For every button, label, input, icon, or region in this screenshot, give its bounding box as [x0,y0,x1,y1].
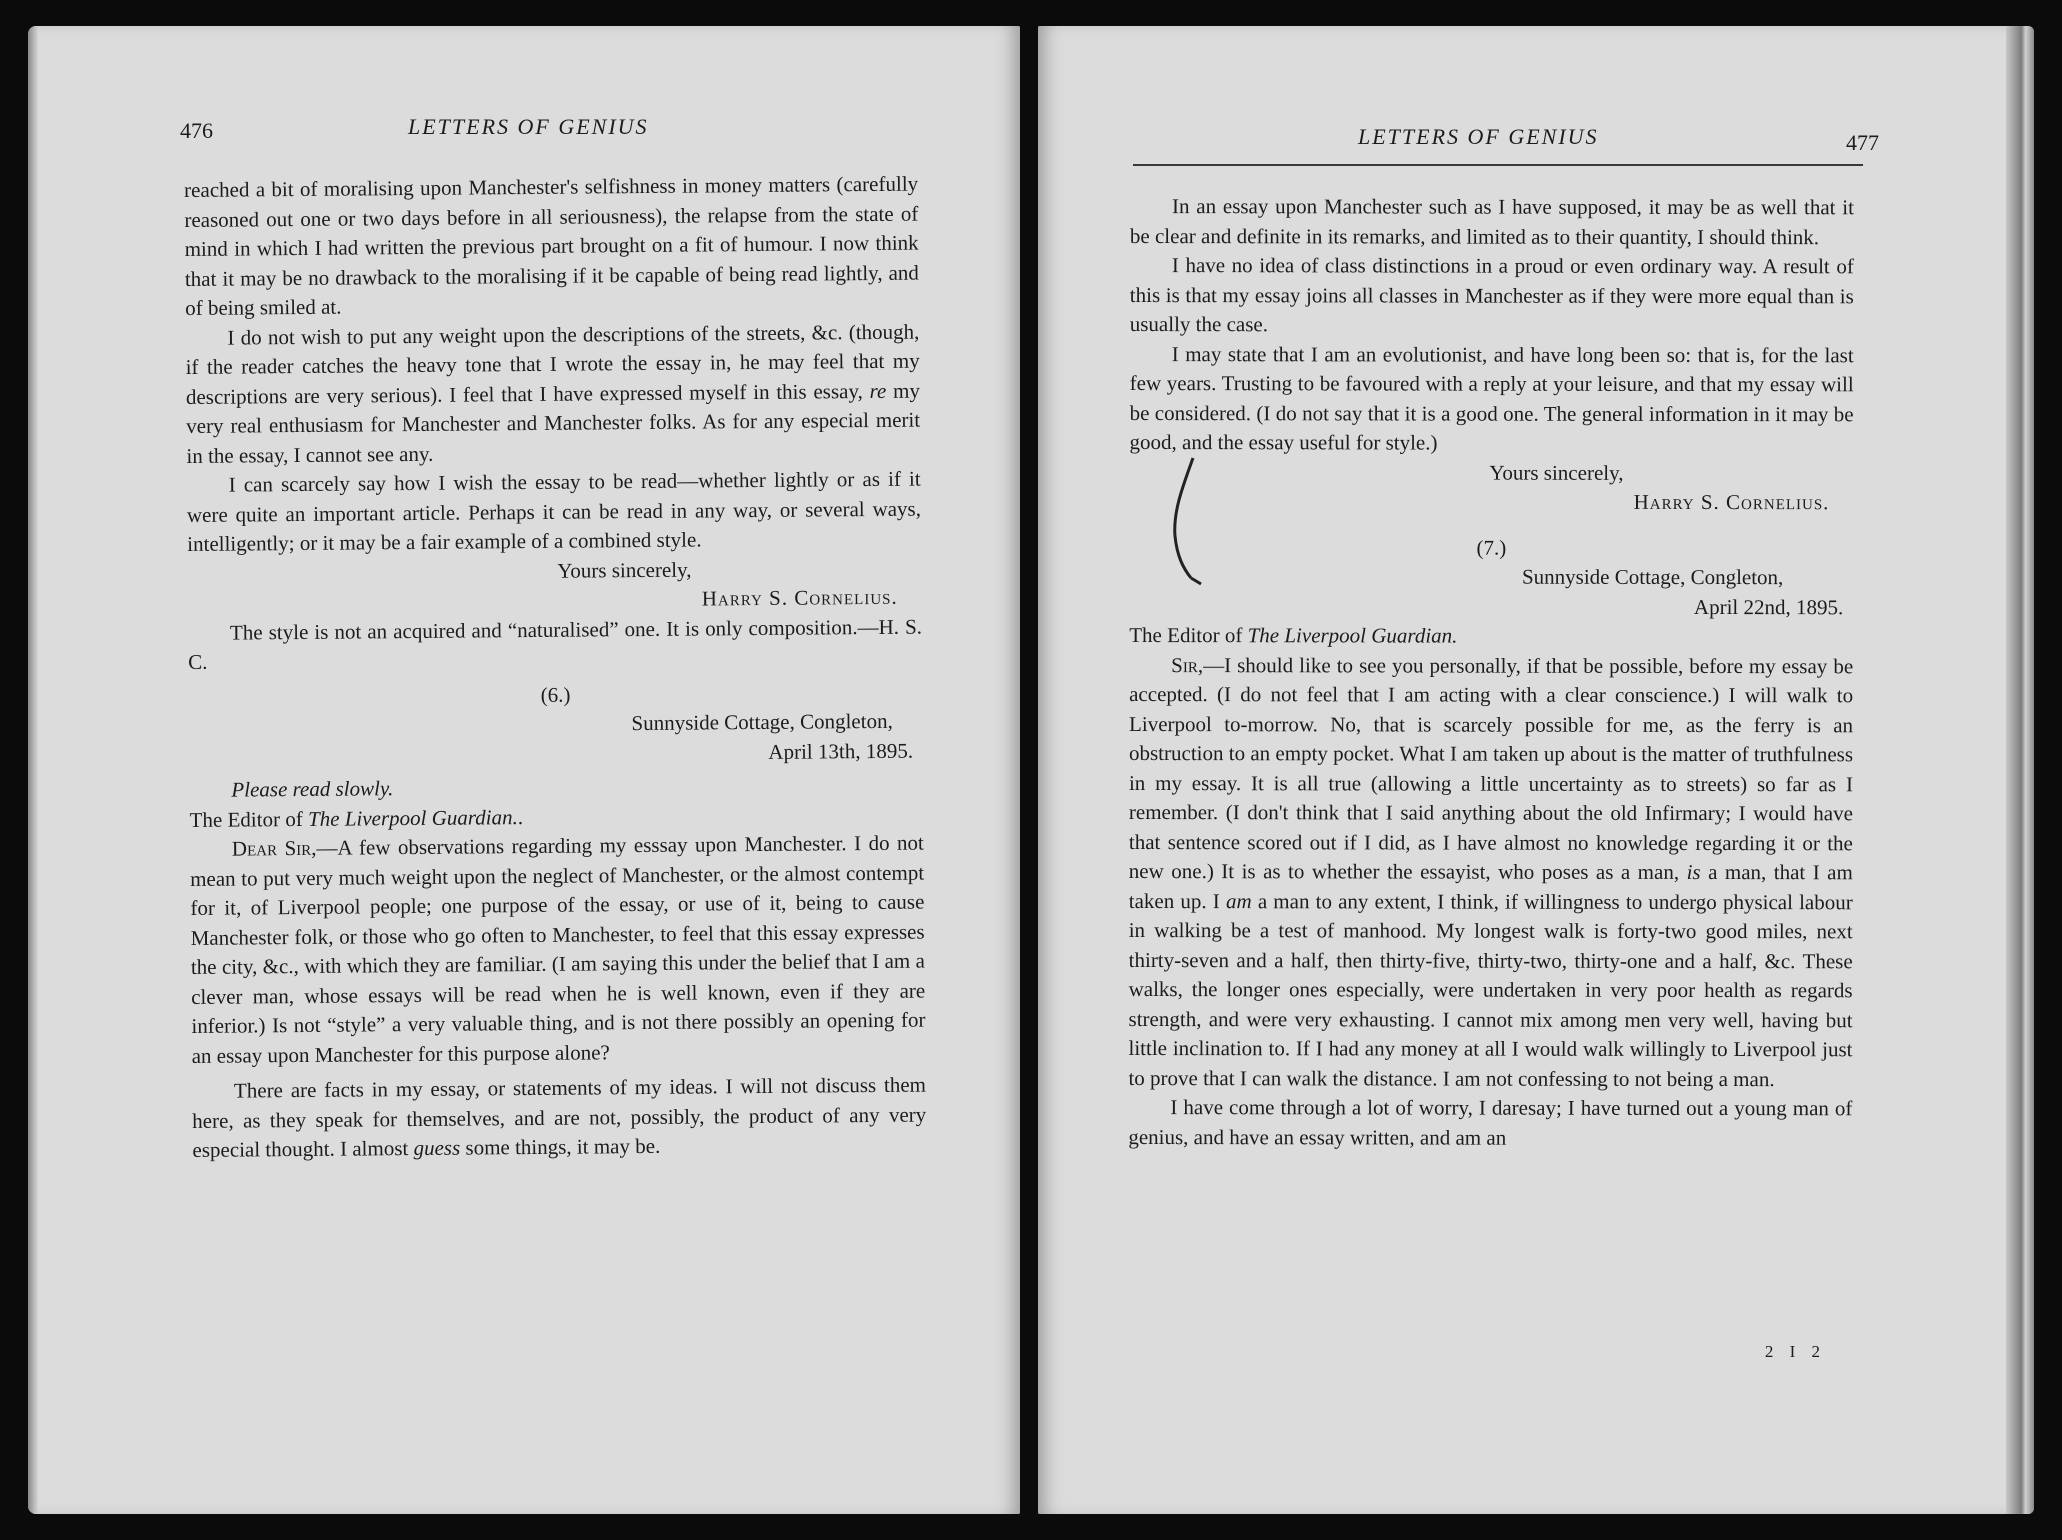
right-text-block [1128,192,1854,1153]
signature-mark: 2 I 2 [1764,1342,1826,1361]
closing [1129,457,1853,517]
addressee-prefix: The Editor of [189,806,303,832]
running-title: LETTERS OF GENIUS [1358,124,1599,149]
re-word: re [869,378,887,403]
letter-address: Sunnyside Cottage, Congleton, [631,708,893,736]
greeting: Dear Sir, [231,835,317,861]
letter-number: (7.) [1476,535,1507,560]
left-page [28,26,1020,1514]
page-number: 477 [1846,130,1879,155]
salutation-close: Yours sincerely, [557,557,692,583]
addressee-prefix: The Editor of [1129,622,1243,648]
signature: Harry S. Cornelius. [1633,489,1830,515]
letter-date: April 13th, 1895. [768,738,914,764]
addressee-suffix: . [517,804,524,829]
guess-word: guess [413,1135,461,1161]
left-text-block [184,170,927,1166]
paragraph: reached a bit of moralising upon Manchester's selfishness in money matters (carefully reasoned out one or two days before in all seriousness), the relapse from the state of mind in which I had written the previous part brought on a fit of humour. I now think that it may be no drawback to the moralising if it be capable of being read lightly, and of being smiled at. [184,171,919,320]
body-text: some things, it may be. [465,1133,661,1160]
paragraph: In an essay upon Manchester such as I have supposed, it may be as well that it be clear and definite in its remarks, and limited as to their quantity, I should think. [1129,194,1854,249]
signature: Harry S. Cornelius. [701,584,898,611]
addressee [1129,621,1853,652]
letter-number: (6.) [540,682,571,707]
body-text: —I should like to see you personally, if that be possible, before my essay be accepted. (I do not feel that I am acting with a clear conscience.) I will walk to Liverpool to-morrow. No, that is scarcely possible for me, as the ferry is an obstruction to an empty pocket. What I am taken up about is the matter of truthfulness in my essay. It is all true (allowing a little uncertainty as to streets) so far as I remember. (I don't think that I said anything about the old Infirmary; I would have that sentence scored out if I did, as I have almost no knowledge regarding it or the new one.) It is as to whether the essayist, who poses as a man, [1128,652,1854,884]
greeting: Sir, [1171,652,1204,677]
paragraph-text: my very real enthusiasm for Manchester and Manchester folks. As for any especial merit in the essay, I cannot see any. [186,378,921,468]
header-rule [1133,164,1863,166]
am-word: am [1225,888,1252,913]
letter-address: Sunnyside Cottage, Congleton, [1521,564,1784,590]
body-text: There are facts in my essay, or statements of my ideas. I will not discuss them here, as they speak for themselves, and are not, possibly, the product of any very especial thought. I almost [192,1072,927,1162]
letter-body: I have come through a lot of worry, I daresay; I have turned out a young man of genius, and have an essay written, and am an [1128,1095,1853,1150]
newspaper-name: The Liverpool Guardian. [1247,623,1458,648]
letter-body [1128,650,1853,1094]
paragraph: I can scarcely say how I wish the essay to be read—whether lightly or as if it were quite an important article. Perhaps it can be read in any way, or several ways, intelligently; or it may be a fair example of a combined style. [186,466,922,556]
letter-body [190,829,926,1071]
closing [187,553,921,618]
salutation-close: Yours sincerely, [1489,460,1624,485]
body-text: a man, that I am taken up. I [1128,860,1853,913]
running-title: LETTERS OF GENIUS [408,114,649,139]
paragraph: I may state that I am an evolutionist, and have long been so: that is, for the last few years. Trusting to be favoured with a reply at your leisure, and that my essay will be considered. (I do not say that it is a good one. The general information in it may be good, and the essay useful for style.) [1129,341,1854,455]
letter-body [192,1071,927,1166]
paragraph [185,317,920,471]
newspaper-name: The Liverpool Guardian. [307,804,518,831]
body-text: a man to any extent, I think, if willingness to undergo physical labour in walking be a test of manhood. My longest walk is forty-two good miles, next thirty-seven and a half, then thirty-five, thirty-two, thirty-one and a half, &c. These walks, the longer ones especially, were undertaken in very poor health as regards strength, and were very exhausting. I cannot mix among men very well, having but little inclination to. If I had any money at all I would walk willingly to Liverpool just to prove that I can walk the distance. I am not confessing to not being a man. [1128,888,1853,1091]
letter-date: April 22nd, 1895. [1693,594,1844,619]
postscript: The style is not an acquired and “naturalised” one. It is only composition.—H. S. C. [188,614,923,674]
page-number: 476 [180,118,213,143]
paragraph-text: I do not wish to put any weight upon the descriptions of the streets, &c. (though, if the reader catches the heavy tone that I wrote the essay in, he may feel that my descriptions are very serious). I feel that I have expressed myself in this essay, [185,319,920,409]
is-word: is [1686,859,1701,884]
body-text: —A few observations regarding my esssay upon Manchester. I do not mean to put very much weight upon the neglect of Manchester, or the almost contempt for it, of Liverpool people; one purpose of the essay, or use of it, being to cause Manchester folk, or those who go often to Manchester, to feel that this essay expresses the city, &c., with which they are familiar. (I am saying this under the belief that I am a clever man, whose essays will be read when he is well known, even if they are inferior.) Is not “style” a very valuable thing, and is not there possibly an opening for an essay upon Manchester for this purpose alone? [190,830,926,1068]
right-page [1038,26,2034,1514]
letter-note: Please read slowly. [231,776,394,802]
paragraph: I have no idea of class distinctions in a proud or even ordinary way. A result of this is that my essay joins all classes in Manchester as if they were more equal than is usually the case. [1129,253,1854,337]
